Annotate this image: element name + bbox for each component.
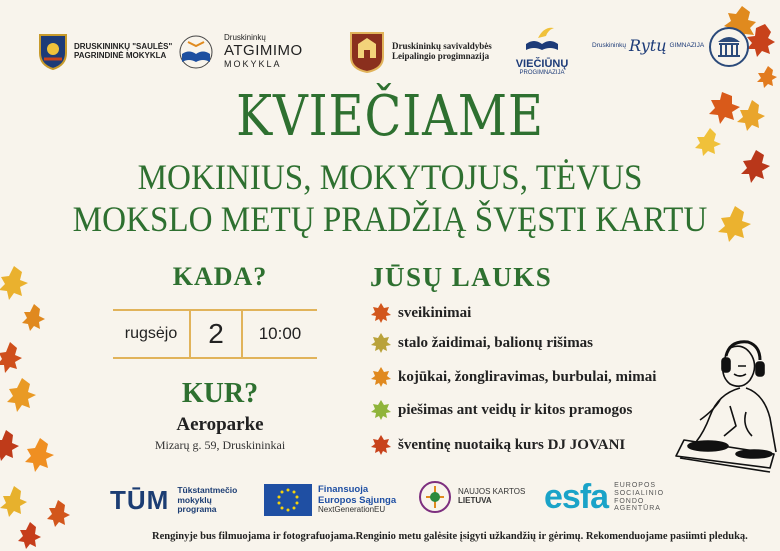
leipalingio-logo-line1: Druskininkų savivaldybės: [392, 41, 492, 52]
logo-saules-school: [38, 33, 172, 71]
maple-leaf-icon: [370, 366, 392, 388]
vieciunu-logo-sub: PROGIMNAZIJA: [519, 70, 565, 77]
event-time: 10:00: [258, 324, 302, 343]
tum-logo-line3: programa: [177, 504, 217, 515]
rytu-logo-right: GIMNAZIJA: [669, 41, 705, 49]
nk-logo-line1: NAUJOS KARTOS: [458, 487, 526, 497]
activity-text: stalo žaidimai, balionų rišimas: [398, 334, 594, 351]
atgimimo-logo-small: Druskininkų: [224, 33, 266, 43]
maple-leaf-icon: [370, 302, 392, 324]
tum-logo-mark: TŪM: [110, 485, 170, 515]
esfa-logo-line3: FONDO: [614, 497, 645, 505]
dj-illustration: [660, 336, 780, 476]
maple-leaf-icon: [370, 399, 392, 421]
saules-logo-line1: DRUSKININKŲ "SAULĖS": [74, 42, 173, 52]
book-bird-emblem-icon: [522, 26, 562, 54]
saules-logo-line2: PAGRINDINĖ MOKYKLA: [74, 51, 167, 60]
activity-text: kojūkai, žongliravimas, burbulai, mimai: [398, 368, 657, 385]
event-address: Mizarų g. 59, Druskininkai: [154, 438, 286, 452]
autumn-leaves-decoration-left: [0, 260, 80, 551]
eu-logo-line1: Finansuoja: [318, 484, 369, 496]
maple-leaf-icon: [370, 434, 392, 456]
building-crest-icon: [348, 30, 386, 74]
activities-heading: JŪSŲ LAUKS: [370, 262, 553, 292]
open-book-emblem-icon: [176, 34, 216, 70]
activity-text: piešimas ant veidų ir kitos pramogos: [398, 401, 633, 418]
tum-logo-line2: mokyklų: [177, 494, 212, 505]
date-month: rugsėjo: [113, 311, 191, 357]
list-item: [370, 399, 632, 421]
circle-emblem-icon: [418, 480, 452, 514]
rytu-logo-left: Druskininkų: [592, 41, 626, 49]
nk-logo-line2: LIETUVA: [458, 496, 492, 505]
list-item: [370, 332, 593, 354]
invitation-subtitle-line1: MOKINIUS, MOKYTOJUS, TĖVUS: [137, 157, 643, 197]
invitation-subtitle-line2: MOKSLO METŲ PRADŽIĄ ŠVĘSTI KARTU: [72, 199, 708, 239]
where-heading: KUR?: [181, 378, 259, 409]
esfa-logo-line4: AGENTŪRA: [614, 505, 661, 513]
logo-leipalingio-progymnasium: [348, 30, 492, 74]
logo-tum-program: [110, 485, 237, 516]
date-time-box: [113, 309, 317, 359]
atgimimo-logo-sub: MOKYKLA: [224, 58, 282, 69]
page-title: KVIEČIAME: [236, 84, 544, 149]
eu-logo-line2: Europos Sąjunga: [318, 494, 397, 506]
logo-rytu-gymnasium: [592, 36, 704, 55]
date-day: 2: [191, 311, 243, 357]
esfa-logo-mark: esfa: [544, 478, 609, 516]
logo-eu-funding: [264, 484, 396, 516]
footer-note: Renginyje bus filmuojama ir fotografuojama.Renginio metu galėsite įsigyti užkandžių ir gėrimų. Rekomenduojame pasiimti pleduką.: [152, 531, 748, 542]
eu-logo-line3: NextGenerationEU: [318, 505, 386, 515]
activity-text: šventinę nuotaiką kurs DJ JOVANI: [398, 436, 626, 453]
logo-naujos-kartos-lietuva: [418, 480, 525, 514]
logo-vieciunu-progymnasium: [512, 26, 572, 77]
esfa-logo-line2: SOCIALINIO: [614, 489, 665, 497]
event-place: Aeroparke: [176, 414, 264, 435]
atgimimo-logo-big: ATGIMIMO: [224, 42, 303, 60]
rotunda-emblem-icon: [708, 26, 750, 68]
tum-logo-line1: Tūkstantmečio: [177, 485, 238, 496]
eu-flag-icon: [264, 484, 312, 516]
list-item: [370, 434, 625, 456]
logo-esfa: [544, 478, 664, 517]
maple-leaf-icon: [370, 332, 392, 354]
activity-text: sveikinimai: [398, 304, 472, 321]
vieciunu-logo-big: VIEČIŪNŲ: [515, 58, 569, 70]
esfa-logo-line1: EUROPOS: [614, 482, 657, 490]
shield-emblem-icon: [38, 33, 68, 71]
when-heading: KADA?: [172, 262, 268, 291]
list-item: [370, 366, 656, 388]
logo-atgimimo-school: [176, 34, 303, 70]
leipalingio-logo-line2: Leipalingio progimnazija: [392, 51, 490, 61]
list-item: [370, 302, 471, 324]
rytu-logo-mid: Rytų: [628, 36, 667, 55]
